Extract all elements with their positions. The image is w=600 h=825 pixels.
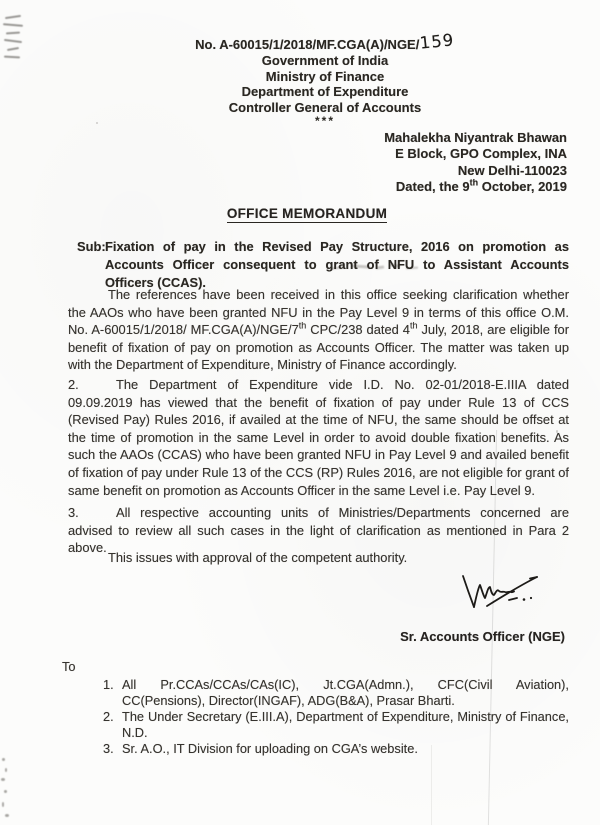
subject-text: Fixation of pay in the Revised Pay Structure, 2016 on promotion as Accounts Officer consequent to grant of NFU to Assistant Accounts Officers (CCAS). <box>105 239 569 290</box>
address-block <box>384 130 567 196</box>
date-ordinal-sup: th <box>469 177 479 188</box>
date-suffix: October, 2019 <box>478 179 567 195</box>
distribution-item-number: 3. <box>103 741 114 757</box>
distribution-item <box>103 677 569 709</box>
org-line-ministry: Ministry of Finance <box>265 68 385 84</box>
scan-edge-speckles <box>0 756 12 822</box>
date-line <box>384 179 567 195</box>
distribution-item-text: All Pr.CCAs/CCAs/CAs(IC), Jt.CGA(Admn.), CFC(Civil Aviation), CC(Pensions), Director(INGAF), ADG(B&A), Prasar Bharti. <box>122 677 569 709</box>
subject-label: Sub: <box>77 239 106 254</box>
distribution-item-text: The Under Secretary (E.III.A), Department of Expenditure, Ministry of Finance, N.D. <box>122 709 569 741</box>
reference-number <box>50 30 600 53</box>
org-line-controller: Controller General of Accounts <box>228 100 422 116</box>
distribution-item-number: 1. <box>103 677 114 692</box>
distribution-list <box>103 677 569 757</box>
distribution-item <box>103 709 569 741</box>
paragraph-1-text: CPC/238 dated 4 <box>306 322 410 338</box>
paragraph-1 <box>68 286 569 374</box>
paragraph-2-text: The Department of Expenditure vide I.D. No. 02-01/2018-E.IIIA dated 09.09.2019 has viewed that the benefit of fixation of pay under Rule 13 of CCS (Revised Pay) Rules 2016, if availed at the time of NFU, the same should be offset at the time of promotion in the same Level in order to avoid double fixation benefits. As such the AAOs (CCAS) who have been granted NFU in Pay Level 9 and availed benefit of fixation of pay under Rule 13 of the CCS (RP) Rules 2016, are not eligible for grant of same benefit on promotion as Accounts Officer in the same Level i.e. Pay Level 9. <box>68 377 569 498</box>
paragraph-2-number: 2. <box>68 377 79 392</box>
distribution-label: To <box>62 659 76 674</box>
separator-stars: *** <box>314 113 335 128</box>
reference-number-handwritten: 159 <box>419 30 456 53</box>
paragraph-3-number: 3. <box>68 505 79 520</box>
paragraph-1-sup-4th: th <box>409 320 418 331</box>
distribution-item <box>103 741 569 757</box>
subject-block <box>77 238 569 291</box>
address-line-city: New Delhi-110023 <box>457 162 567 178</box>
date-prefix: Dated, the 9 <box>395 179 470 195</box>
org-line-government: Government of India <box>261 53 389 68</box>
org-line-department: Department of Expenditure <box>241 84 409 100</box>
paragraph-1-text: July, 2018, are eligible for benefit of fixation of pay on promotion as Accounts Officer. The matter was taken up with the Department of Expenditure, Ministry of Finance accordingly. <box>68 322 569 373</box>
address-line-block: E Block, GPO Complex, INA <box>395 146 567 162</box>
ink-smudge-top-left <box>2 14 28 62</box>
paragraph-1-sup-7th: th <box>298 320 307 331</box>
letterhead <box>50 30 600 128</box>
memo-title: OFFICE MEMORANDUM <box>226 206 388 221</box>
signature-icon <box>443 572 545 618</box>
memo-title-wrap <box>0 205 600 223</box>
reference-number-typed: No. A-60015/1/2018/MF.CGA(A)/NGE/ <box>195 37 420 52</box>
distribution-item-text: Sr. A.O., IT Division for uploading on CGA’s website. <box>122 741 418 757</box>
paragraph-3-text: All respective accounting units of Ministries/Departments concerned are advised to review all such cases in the light of clarification as mentioned in Para 2 above. <box>68 505 569 556</box>
address-line-building: Mahalekha Niyantrak Bhawan <box>384 130 567 145</box>
paragraph-1-text: The references have been received in this office seeking clarification whether the AAOs who have been granted NFU in the Pay Level 9 in terms of this office O.M. No. A-60015/1/2018/ MF.CGA(A)/NGE/7 <box>68 287 569 338</box>
signatory-designation: Sr. Accounts Officer (NGE) <box>400 629 565 644</box>
paragraph-2 <box>68 376 569 499</box>
closing-line: This issues with approval of the competent authority. <box>108 550 408 565</box>
distribution-item-number: 2. <box>103 709 114 725</box>
